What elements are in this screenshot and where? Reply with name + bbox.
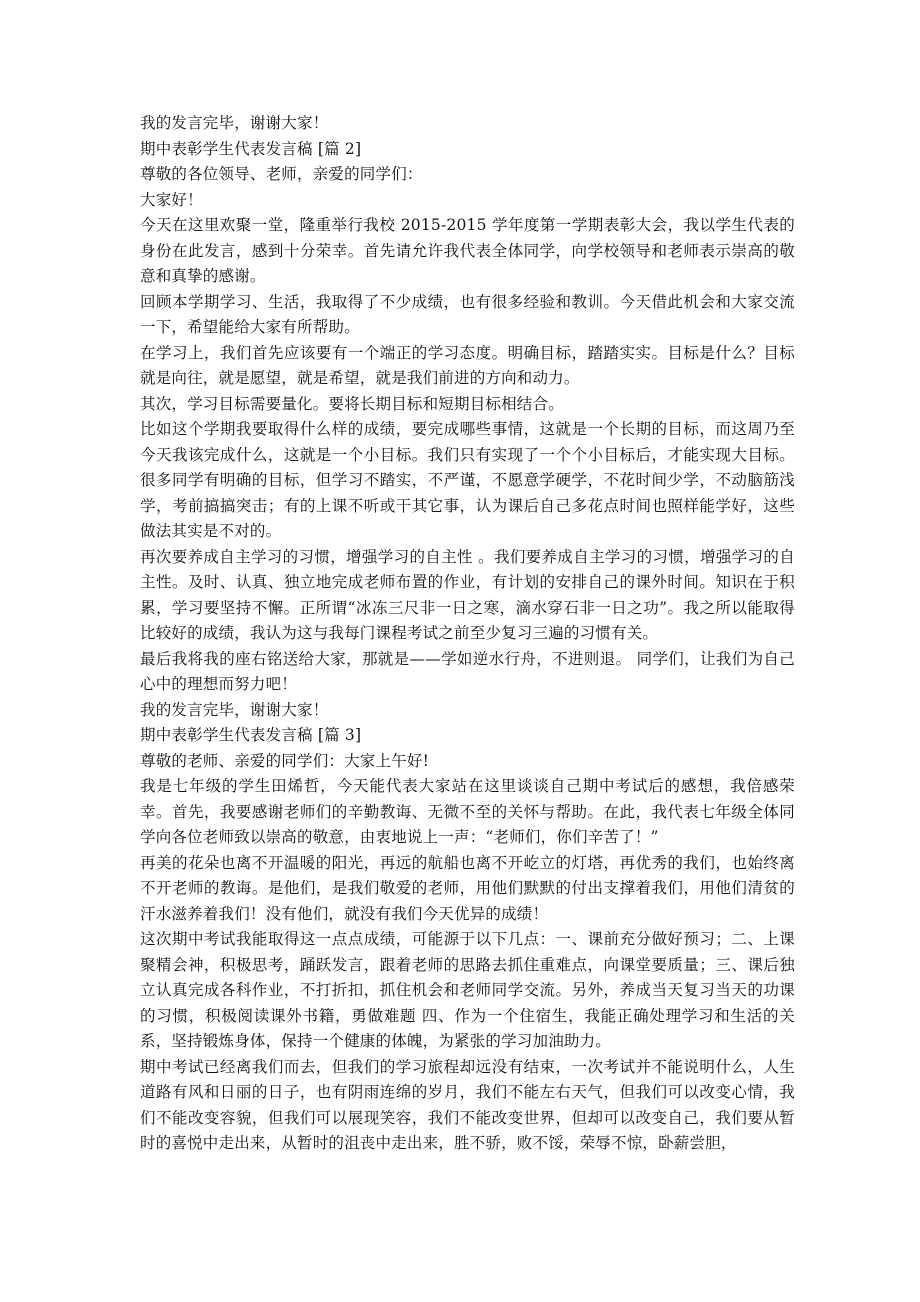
body-paragraph: 这次期中考试我能取得这一点点成绩，可能源于以下几点：一、课前充分做好预习；二、上课聚精会神，积极思考，踊跃发言，跟着老师的思路去抓住重难点，向课堂要质量；三、课后独立认真完成各科作业，不打折扣，抓住机会和老师同学交流。另外，养成当天复习当天的功课的习惯，积极阅读课外书籍，勇做难题 四、作为一个住宿生，我能正确处理学习和生活的关系，坚持锻炼身体，保持一个健康的体魄，为紧张的学习加油助力。 [140, 930, 795, 1050]
document-body [140, 111, 795, 1157]
body-paragraph: 再次要养成自主学习的习惯，增强学习的自主性 。我们要养成自主学习的习惯，增强学习的自主性。及时、认真、独立地完成老师布置的作业，有计划的安排自己的课外时间。知识在于积累，学习要坚持不懈。正所谓“冰冻三尺非一日之寒，滴水穿石非一日之功”。我之所以能取得比较好的成绩，我认为这与我每门课程考试之前至少复习三遍的习惯有关。 [140, 547, 795, 642]
closing-line-2: 我的发言完毕，谢谢大家！ [140, 700, 329, 719]
section-heading-3: 期中表彰学生代表发言稿 [篇 3] [140, 726, 362, 744]
body-paragraph: 今天在这里欢聚一堂，隆重举行我校 2015-2015 学年度第一学期表彰大会，我以学生代表的身份在此发言，感到十分荣幸。首先请允许我代表全体同学，向学校领导和老师表示崇高的敬意和真挚的感谢。 [140, 216, 795, 285]
closing-line-1: 我的发言完毕，谢谢大家！ [140, 114, 329, 132]
greeting-2: 大家好！ [140, 190, 203, 209]
salutation-2: 尊敬的各位领导、老师，亲爱的同学们： [140, 165, 423, 183]
body-paragraph: 比如这个学期我要取得什么样的成绩，要完成哪些事情，这就是一个长期的目标，而这周乃至今天我该完成什么，这就是一个小目标。我们只有实现了一个个小目标后，才能实现大目标。很多同学有明确的目标，但学习不踏实，不严谨，不愿意学硬学，不花时间少学，不动脑筋浅学，考前搞搞突击；有的上课不听或干其它事，认为课后自己多花点时间也照样能学好，这些做法其实是不对的。 [140, 420, 795, 540]
body-paragraph: 在学习上，我们首先应该要有一个端正的学习态度。明确目标，踏踏实实。目标是什么？目标就是向往，就是愿望，就是希望，就是我们前进的方向和动力。 [140, 343, 795, 387]
body-paragraph: 其次，学习目标需要量化。要将长期目标和短期目标相结合。 [140, 394, 564, 413]
body-paragraph: 再美的花朵也离不开温暖的阳光，再远的航船也离不开屹立的灯塔，再优秀的我们，也始终离不开老师的教诲。是他们，是我们敬爱的老师，用他们默默的付出支撑着我们，用他们清贫的汗水滋养着我们！没有他们，就没有我们今天优异的成绩！ [140, 853, 795, 923]
body-paragraph: 回顾本学期学习、生活，我取得了不少成绩，也有很多经验和教训。今天借此机会和大家交流一下，希望能给大家有所帮助。 [140, 292, 795, 336]
section-heading-2: 期中表彰学生代表发言稿 [篇 2] [140, 139, 362, 158]
salutation-3: 尊敬的老师、亲爱的同学们：大家上午好! [140, 751, 430, 770]
body-paragraph: 期中考试已经离我们而去，但我们的学习旅程却远没有结束，一次考试并不能说明什么，人生道路有风和日丽的日子，也有阴雨连绵的岁月，我们不能左右天气，但我们可以改变心情，我们不能改变容貌，但我们可以展现笑容，我们不能改变世界，但却可以改变自己，我们要从暂时的喜悦中走出来，从暂时的沮丧中走出来，胜不骄，败不馁，荣辱不惊，卧薪尝胆， [140, 1057, 795, 1152]
body-paragraph: 我是七年级的学生田烯哲，今天能代表大家站在这里谈谈自己期中考试后的感想，我倍感荣幸。首先，我要感谢老师们的辛勤教诲、无微不至的关怀与帮助。在此，我代表七年级全体同学向各位老师致以崇高的敬意，由衷地说上一声：“老师们，你们辛苦了！” [140, 777, 795, 846]
body-paragraph: 最后我将我的座右铭送给大家，那就是——学如逆水行舟，不进则退。 同学们，让我们为自己心中的理想而努力吧！ [140, 649, 795, 693]
